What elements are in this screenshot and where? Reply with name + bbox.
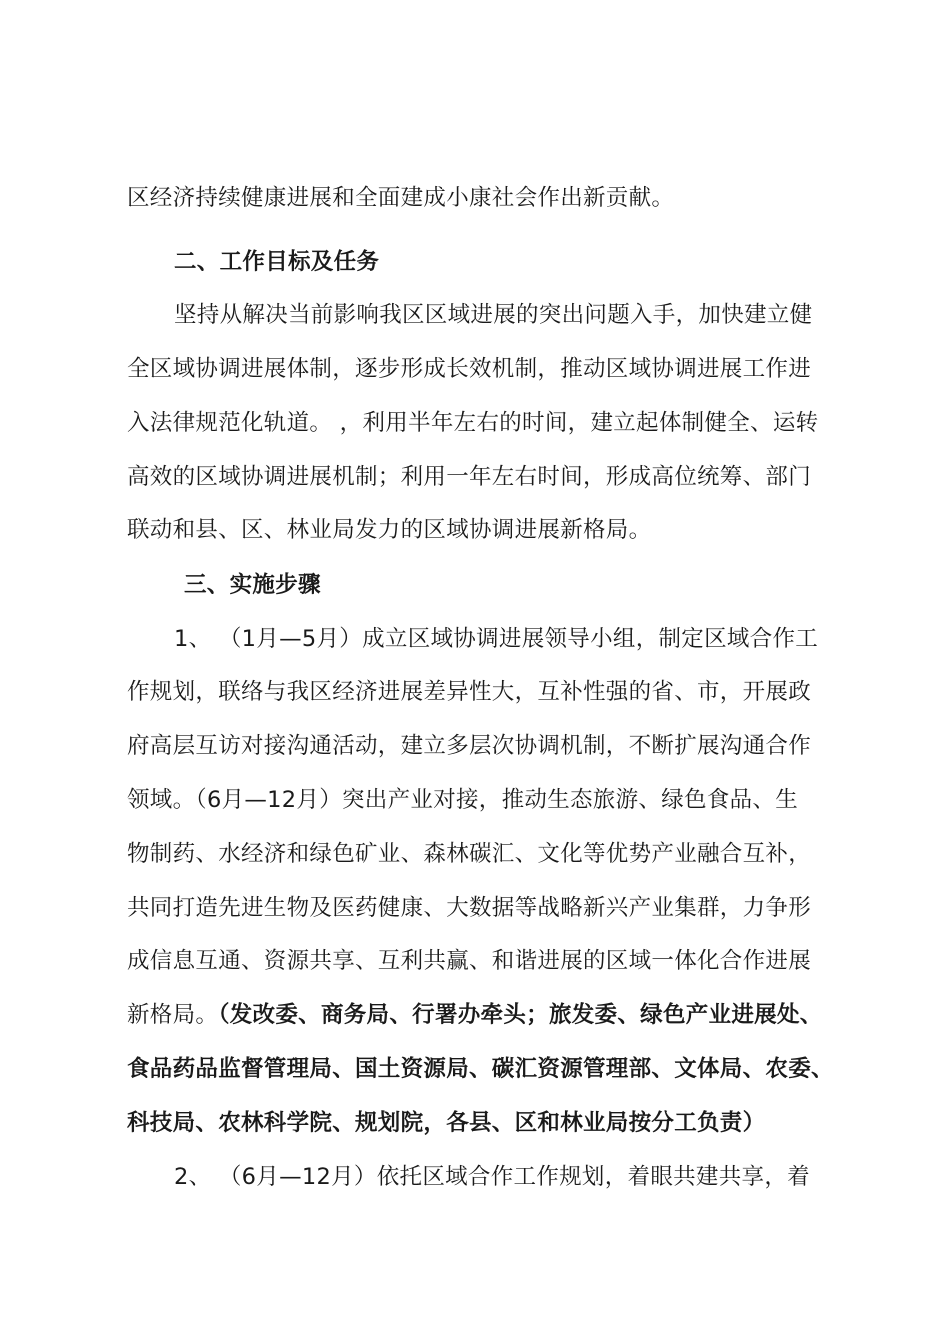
paragraph-text: 新格局。: [127, 1002, 219, 1028]
paragraph-line: 联动和县、区、林业局发力的区域协调进展新格局。: [127, 517, 652, 543]
paragraph-line: 成信息互通、资源共享、互利共赢、和谐进展的区域一体化合作进展: [127, 948, 812, 974]
paragraph-line: 领域。（6月—12月）突出产业对接，推动生态旅游、绿色食品、生: [127, 787, 798, 813]
paragraph-line: 共同打造先进生物及医药健康、大数据等战略新兴产业集群，力争形: [127, 895, 812, 921]
paragraph-line: 坚持从解决当前影响我区区域进展的突出问题入手，加快建立健: [174, 302, 813, 328]
paragraph-line: 1、 （1月—5月）成立区域协调进展领导小组，制定区域合作工: [174, 626, 819, 652]
responsible-units-text: （发改委、商务局、行署办牵头；旅发委、绿色产业进展处、: [218, 1002, 823, 1028]
paragraph-line: 全区域协调进展体制，逐步形成长效机制，推动区域协调进展工作进: [127, 356, 812, 382]
paragraph-line: 高效的区域协调进展机制；利用一年左右时间，形成高位统筹、部门: [127, 464, 812, 490]
responsible-units-line: 科技局、农林科学院、规划院，各县、区和林业局按分工负责）: [127, 1110, 766, 1136]
paragraph-line: 2、 （6月—12月）依托区域合作工作规划，着眼共建共享，着: [174, 1164, 810, 1190]
paragraph-line: 入法律规范化轨道。 ，利用半年左右的时间，建立起体制健全、运转: [127, 410, 819, 436]
paragraph-line-mixed: [127, 1000, 823, 1030]
paragraph-line: 物制药、水经济和绿色矿业、森林碳汇、文化等优势产业融合互补，: [127, 841, 812, 867]
paragraph-line: 作规划，联络与我区经济进展差异性大，互补性强的省、市，开展政: [127, 679, 812, 705]
responsible-units-line: 食品药品监督管理局、国土资源局、碳汇资源管理部、文体局、农委、: [127, 1056, 834, 1082]
section-heading-steps: 三、实施步骤: [184, 572, 321, 598]
section-heading-goals: 二、工作目标及任务: [174, 249, 380, 275]
paragraph-line: 区经济持续健康进展和全面建成小康社会作出新贡献。: [127, 185, 675, 211]
paragraph-line: 府高层互访对接沟通活动，建立多层次协调机制，不断扩展沟通合作: [127, 733, 812, 759]
